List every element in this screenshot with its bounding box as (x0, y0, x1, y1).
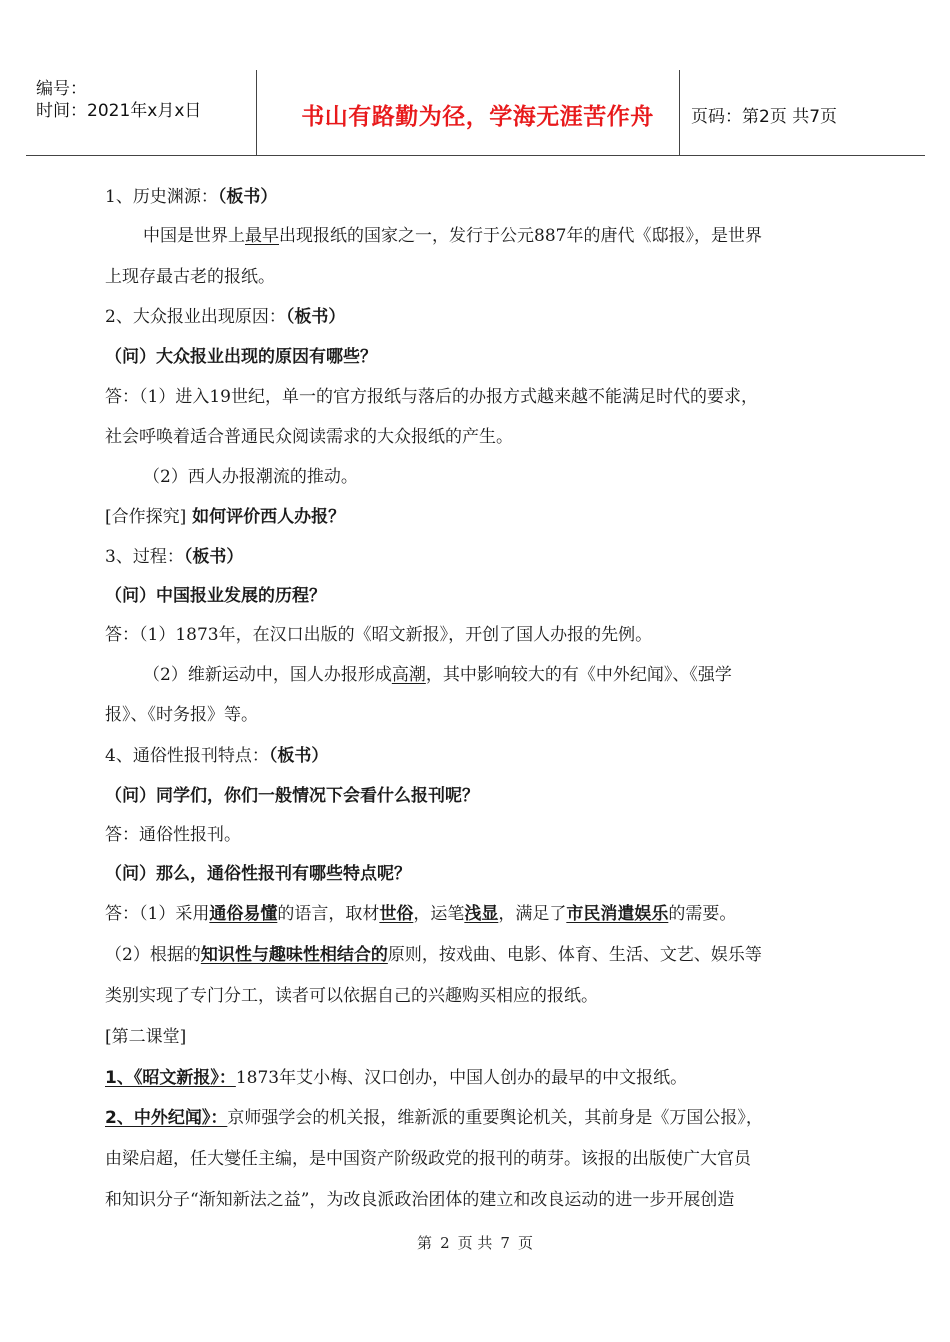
text-segment: 中国是世界上 (143, 226, 245, 246)
header-meta (36, 78, 266, 122)
footer-total-pages: 7 (500, 1234, 510, 1252)
header-motto: 书山有路勤为径，学海无涯苦作舟 (301, 104, 654, 130)
text-segment: 京师强学会的机关报，维新派的重要舆论机关，其前身是《万国公报》， (227, 1108, 763, 1128)
text-segment: 出现报纸的国家之一，发行于公元887年的唐代《邸报》，是世界 (279, 226, 762, 246)
text-line (105, 584, 855, 608)
text-segment: （板书） (217, 187, 278, 207)
text-segment: ，满足了 (498, 904, 567, 924)
text-line (143, 224, 893, 248)
text-line (105, 984, 855, 1008)
text-segment: （板书） (268, 746, 329, 766)
text-segment: 1、历史渊源： (105, 187, 218, 207)
text-segment: 1873年艾小梅、汉口创办，中国人创办的最早的中文报纸。 (235, 1068, 688, 1088)
text-segment: （2）根据的 (105, 945, 201, 965)
text-segment: 答：通俗性报刊。 (105, 825, 241, 845)
text-line (105, 744, 855, 768)
text-segment: 2、大众报业出现原因： (105, 307, 286, 327)
text-line (105, 703, 855, 727)
text-segment: （问）同学们，你们一般情况下会看什么报刊呢？ (105, 786, 479, 806)
text-segment: （问）那么，通俗性报刊有哪些特点呢？ (105, 864, 411, 884)
text-line (105, 943, 855, 967)
text-segment: 知识性与趣味性相结合的 (200, 945, 388, 965)
text-segment: （问）中国报业发展的历程？ (105, 586, 326, 606)
text-segment: ，运笔 (413, 904, 465, 924)
header-divider (256, 70, 257, 155)
text-segment: 2、中外纪闻》： (105, 1108, 228, 1128)
text-line (105, 823, 855, 847)
text-segment: 高潮 (391, 665, 426, 685)
footer-suffix: 页 (517, 1234, 533, 1252)
text-line (105, 305, 855, 329)
text-segment: （问）大众报业出现的原因有哪些？ (105, 347, 377, 367)
text-line (105, 1147, 855, 1171)
text-segment: 的语言，取材 (277, 904, 380, 924)
text-segment: 3、过程： (105, 547, 184, 567)
text-segment: （板书） (183, 547, 244, 567)
text-line (105, 862, 855, 886)
time-label: 时间：2021年x月x日 (36, 101, 202, 121)
text-line (143, 465, 893, 489)
text-segment: ，其中影响较大的有《中外纪闻》、《强学 (425, 665, 732, 685)
text-line (105, 784, 855, 808)
text-segment: 浅显 (464, 904, 499, 924)
text-segment: 社会呼唤着适合普通民众阅读需求的大众报纸的产生。 (105, 427, 513, 447)
text-line (105, 1066, 855, 1090)
footer-mid: 页 共 (457, 1234, 493, 1252)
text-segment: 原则，按戏曲、电影、体育、生活、文艺、娱乐等 (387, 945, 762, 965)
text-segment: 由梁启超，任大燮任主编，是中国资产阶级政党的报刊的萌芽。该报的出版使广大官员 (105, 1149, 751, 1169)
header-divider (679, 70, 680, 155)
page-footer (0, 1232, 950, 1253)
text-segment: （板书） (285, 307, 346, 327)
text-line (105, 385, 855, 409)
text-line (105, 1188, 855, 1212)
text-line (105, 185, 855, 209)
text-segment: 4、通俗性报刊特点： (105, 746, 269, 766)
text-segment: 的需要。 (668, 904, 737, 924)
text-segment: 市民消遣娱乐 (566, 904, 669, 924)
page-header (26, 70, 925, 156)
text-line (105, 265, 855, 289)
text-line (105, 1106, 855, 1130)
text-line (105, 345, 855, 369)
text-line (105, 505, 855, 529)
text-segment: 1、《昭文新报》： (105, 1068, 236, 1088)
text-segment: （2）西人办报潮流的推动。 (143, 467, 358, 487)
text-segment: （2）维新运动中，国人办报形成 (143, 665, 392, 685)
text-segment: 答：（1）1873年，在汉口出版的《昭文新报》，开创了国人办报的先例。 (105, 625, 653, 645)
text-segment: 答：（1）进入19世纪，单一的官方报纸与落后的办报方式越来越不能满足时代的要求， (105, 387, 758, 407)
text-segment: 和知识分子“渐知新法之益”，为改良派政治团体的建立和改良运动的进一步开展创造 (105, 1190, 735, 1210)
text-line (105, 545, 855, 569)
text-segment: 通俗易懂 (209, 904, 278, 924)
text-segment: [合作探究] (105, 507, 187, 527)
text-segment: 最早 (245, 226, 279, 246)
header-page-info: 页码：第2页 共7页 (691, 107, 838, 127)
text-segment: 世俗 (379, 904, 414, 924)
text-line (143, 663, 893, 687)
number-label: 编号： (36, 79, 87, 99)
text-segment: 如何评价西人办报？ (186, 507, 346, 527)
footer-page-number: 2 (440, 1234, 450, 1252)
text-line (105, 623, 855, 647)
text-segment: 上现存最古老的报纸。 (105, 267, 275, 287)
text-line (105, 902, 855, 926)
footer-prefix: 第 (417, 1234, 433, 1252)
text-line (105, 425, 855, 449)
text-line (105, 1025, 855, 1049)
text-segment: [第二课堂] (105, 1027, 187, 1047)
text-segment: 类别实现了专门分工，读者可以依据自己的兴趣购买相应的报纸。 (105, 986, 598, 1006)
text-segment: 答：（1）采用 (105, 904, 210, 924)
text-segment: 报》、《时务报》等。 (105, 705, 258, 725)
